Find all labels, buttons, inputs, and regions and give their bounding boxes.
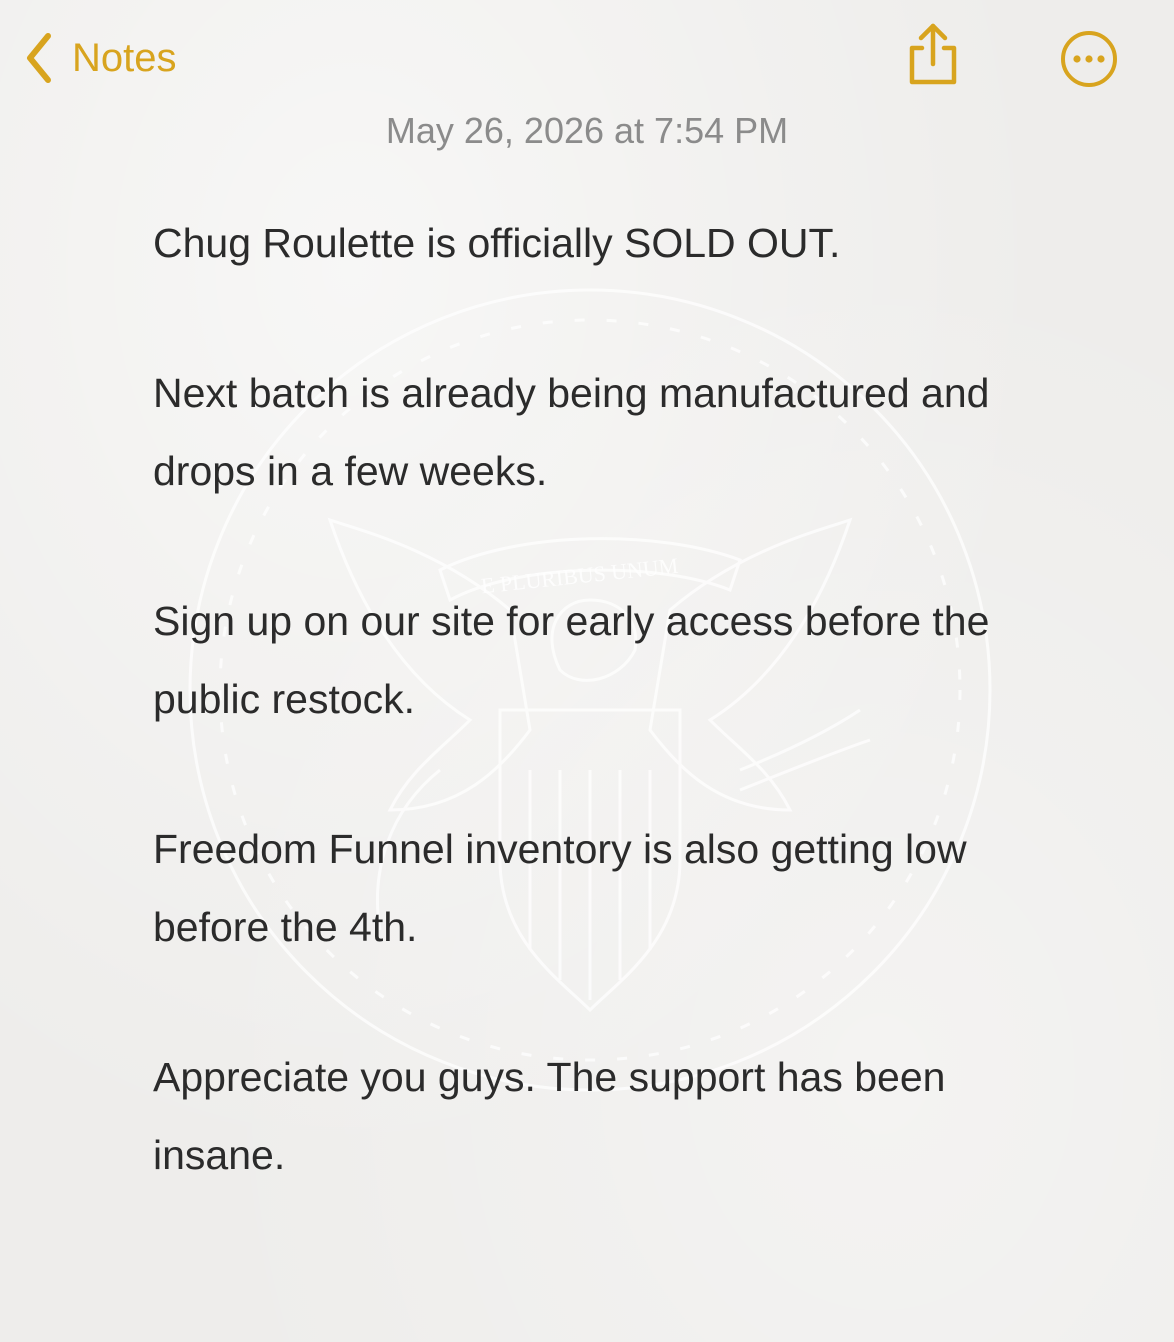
note-paragraph: Appreciate you guys. The support has been insane. — [153, 1054, 946, 1178]
back-button[interactable] — [22, 28, 177, 88]
chevron-left-icon — [22, 30, 58, 86]
note-paragraph: Freedom Funnel inventory is also getting low before the 4th. — [153, 826, 967, 950]
seal-motto: E PLURIBUS UNUM — [479, 552, 680, 599]
back-button-label: Notes — [72, 36, 177, 80]
share-icon — [902, 22, 962, 88]
note-date: May 26, 2026 at 7:54 PM — [385, 110, 789, 151]
note-paragraph: Sign up on our site for early access before the public restock. — [153, 598, 990, 722]
note-paragraph: Next batch is already being manufactured and drops in a few weeks. — [153, 370, 990, 494]
note-paragraph: Chug Roulette is officially SOLD OUT. — [153, 220, 841, 266]
more-options-button[interactable] — [1059, 29, 1119, 89]
share-button[interactable] — [902, 22, 962, 88]
note-body[interactable] — [153, 204, 1073, 1194]
ellipsis-circle-icon — [1059, 29, 1119, 89]
